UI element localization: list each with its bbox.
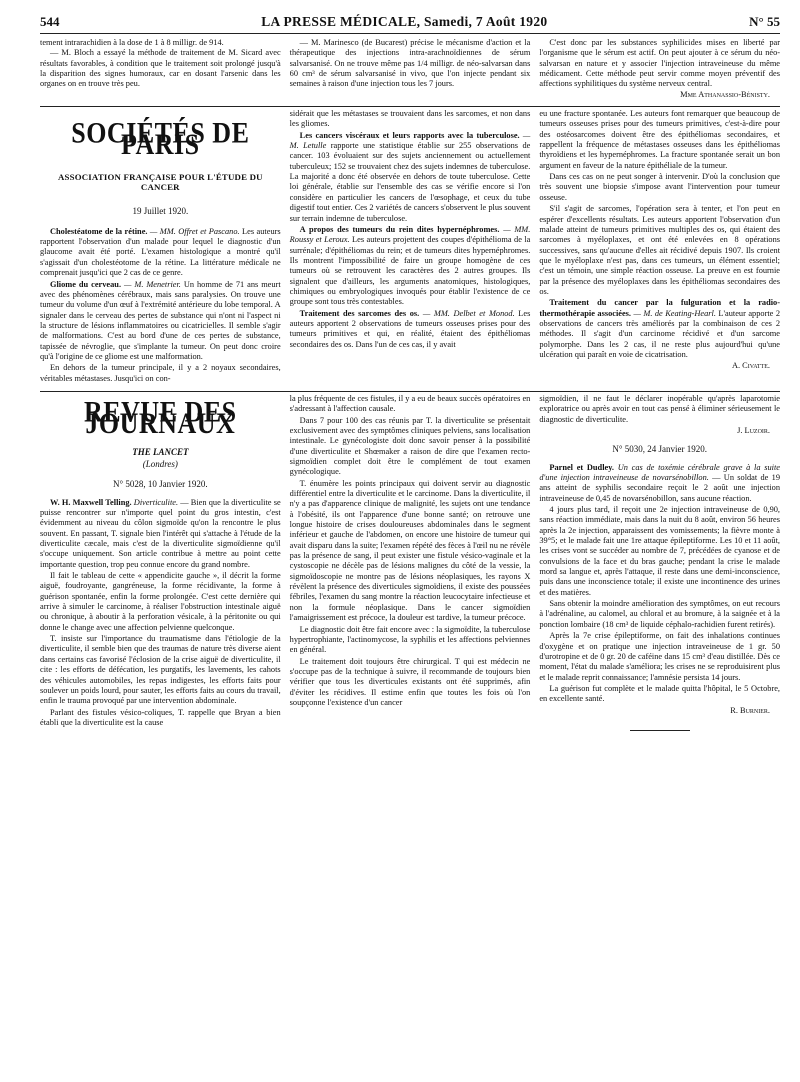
- article-text: Le diagnostic doit être fait encore avec : la sigmoïdite, la tuberculose hypertrophiante, l'actinomycose, la syphilis et les affections pelviennes en général.: [289, 624, 531, 655]
- article-text: Les auteurs projettent des coupes d'épithélioma de la surrénale; d'épithéliomas du rein; et de tumeurs dites hypernéphromes. Ils montrent l'impossibilité de faire un groupe homogène de ces tumeurs où se retrouvent les caractères des 2 autres groupes. Ils signalent que d'ailleurs, les arguments anatomiques, histologiques, chimiques ou embryologiques invoqués pour établir l'existence de ce groupe sont tous très contestables.: [289, 235, 531, 307]
- article-text: Il fait le tableau de cette « appendicite gauche », il décrit la forme aiguë, foudroyante, gangréneuse, la forme récidivante, la forme à guérison spontanée, enfin la forme prolongée. C'est cette dernière qui arrive à simuler le carcinome, à réaliser l'obstruction intestinale aiguë ou chronique, à aboutir à la perforation vésicale, à la péritonite ou qui donne le change avec une affection pelvienne quelconque.: [40, 571, 281, 632]
- article-authors: Un cas de toxémie cérébrale grave à la suite d'une injection intraveineuse de novarsénobillon.: [539, 462, 781, 482]
- article-paragraph: [290, 625, 531, 656]
- article-text: la plus fréquente de ces fistules, il y a eu de beaux succès opératoires en s'adressant à l'affection causale.: [289, 393, 531, 414]
- article-heading: Gliome du cerveau.: [50, 279, 122, 289]
- top-col-1: [40, 38, 281, 100]
- journal-source: THE LANCET: [132, 446, 189, 457]
- journal-title: LA PRESSE MÉDICALE, Samedi, 7 Août 1920: [261, 14, 548, 29]
- page-number: 544: [40, 14, 60, 29]
- article-authors: Diverticulite.: [131, 497, 179, 507]
- article-paragraph: [539, 172, 780, 203]
- revue-col-2: [290, 394, 531, 731]
- meeting-date: 19 Juillet 1920.: [132, 206, 189, 217]
- article-text: T. insiste sur l'importance du traumatisme dans l'étiologie de la diverticulite, il semble bien que des traumas de nature très diverse aient dans certains cas favorisé l'éclosion de la crise aiguë de diverticulite, il cite : les efforts de défécation, les purgatifs, les lavements, les cahots des véhicules automobiles, les repas indigestes, les efforts faits pour soulever un poids lourd, pour sauter, les efforts faits au cours du travail, enfin le trauma provoqué par une intervention abdominale.: [40, 634, 281, 706]
- societes-col-1: [40, 109, 281, 385]
- article-text: T. énumère les points principaux qui doivent servir au diagnostic différentiel entre la diverticulite et le carcinome. Dans la diverticulite, il n'y a pas d'apparence clinique de malignité, les sujets ont une tendance à l'obésité, ils ont l'apparence d'une bonne santé; on retrouve une longue histoire de crises douloureuses abdominales dans le segment inférieur et gauche de l'abdomen, on encore une histoire de tumeur qui avait disparu dans la suite; l'examen répété des fèces à l'œil nu ne révèle pas la présence de sang, il peut exister une fistule vésico-vaginale et la cystoscopie ne décèle pas de lésions malignes du côté de la vessie, la sigmoïdoscopie ne montre pas de lésions néoplasiques, les rayons X révèlent la présence des diverticules sigmoïdiens, il existe des poussées fébriles, l'examen du sang montre la réaction leucocytaire infectieuse et non la formule néoplasique. Dans le cancer sigmoïdien l'amaigrissement est précoce, la douleur est tardive, la tumeur précoce.: [289, 478, 531, 623]
- article-paragraph: [539, 505, 780, 598]
- article-text: eu une fracture spontanée. Les auteurs font remarquer que beaucoup de tumeurs osseuses prises pour des tumeurs primitives, c'est-à-dire pour des ostéosarcomes doivent être des épithéliomas secondaires, et rappellent la fréquence de métastases osseuses dans les épithéliomas thyroïdiens et les hypernéphromes. La fracture spontanée serait un bon argument en faveur de la nature épithéliale de la tumeur.: [539, 109, 781, 170]
- revue-col-1: [40, 394, 281, 731]
- article-text: 4 jours plus tard, il reçoit une 2e injection intraveineuse de 0,90, sans réaction immédiate, mais dans la nuit du 8 août, environ 56 heures après la 2e injection, apparaissent des vomissements; la fièvre monte à 39°5; et le malade fait une 1re attaque épileptiforme. Les 10 et 11 août, les crises vont se succéder au nombre de 7, précédées de cyanose et de convulsions de la face et du bras gauche; pendant la crise le malade mord sa langue et, après l'attaque, il reste dans une demi-inconscience, puis dans une inconscience totale; il existe une incontinence des urines et des matières.: [539, 505, 781, 597]
- article-text: — Un soldat de 19 ans atteint de syphilis secondaire reçoit le 2 août une injection intraveineuse de 0,45 de novarsénobillon, sans aucune réaction.: [539, 473, 781, 503]
- article-paragraph: [539, 204, 780, 297]
- societes-col-2: [290, 109, 531, 385]
- article-authors: — MM. Delbet et Monod.: [419, 308, 515, 318]
- article-text: Les auteurs rapportent l'observation d'un malade pour lequel le diagnostic d'un glaucome avait été porté. L'examen histologique a montré qu'il s'agissait d'un cholestéotome de la rétine. La littérature médicale ne comprenait jusqu'ici que 2 cas de ce genre.: [40, 226, 281, 278]
- article-heading: Les cancers viscéraux et leurs rapports avec la tuberculose.: [299, 130, 520, 140]
- article-text: Dans 7 pour 100 des cas réunis par T. la diverticulite se présentait exclusivement avec des symptômes cliniques pelviens, sans localisation intestinale. Le gynécologiste doit donc savoir penser à la possibilité d'une diverticulite et Shœmaker a raison de dire que l'examen recto-sigmoïdien complet doit être le complément de tout examen gynécologique.: [289, 415, 531, 477]
- article-paragraph: [539, 631, 780, 683]
- signature: R. Burnier.: [730, 705, 771, 715]
- article-text: Le traitement doit toujours être chirurgical. T qui est médecin ne s'occupe pas de la technique à suivre, il recommande de toujours bien vérifier que tous les diverticules existants ont été supprimés, afin d'éviter les récidives. Il estime enfin que toutes les fois où l'on soupçonne l'existence d'un cancer: [289, 656, 531, 707]
- article-paragraph: [539, 109, 780, 171]
- revue-col-3-part-b: [539, 463, 780, 705]
- article-paragraph: [40, 227, 281, 279]
- article-paragraph: [290, 479, 531, 624]
- article-paragraph: [290, 657, 531, 709]
- article-paragraph: [290, 225, 531, 308]
- page-header: [40, 14, 780, 34]
- article-text: sigmoïdien, il ne faut le déclarer inopérable qu'après laparotomie exploratrice ou après avoir en tout cas pensé à éliminer sérieusement le diagnostic de diverticulite.: [539, 393, 781, 424]
- article-heading: W. H. Maxwell Telling.: [50, 497, 132, 507]
- article-authors: — MM. Offret et Pascano.: [147, 226, 240, 236]
- article-text: S'il s'agit de sarcomes, l'opération sera à tenter, et l'on peut en espérer d'excellents résultats. Les auteurs apportent l'observation d'un malade atteint de tumeurs primitives multiples des os, qui étaient des sarcomes à myéloplaxes, et ont été enlevées en 8 opérations successives, sans qu'aucune d'elles ait récidivé depuis 1907. Ils croient que le myéloplaxe n'est pas, dans ces tumeurs, un élément essentiel; c'est un témoin, une simple réaction osseuse. La preuve en est fournie par la présence des myéloplaxes dans les épithéliomas secondaires des os.: [539, 204, 781, 296]
- article-paragraph: [539, 599, 780, 630]
- revue-section: [40, 394, 780, 731]
- revue-col-3-part-a: [539, 394, 780, 425]
- article-paragraph: [40, 708, 281, 729]
- article-text: — Bien que la diverticulite se puisse rencontrer sur n'importe quel point du gros intestin, c'est évidemment au niveau du côlon sigmoïde qu'on la rencontre le plus souvent. En passant, T. signale bien l'intérêt qui s'attache à l'étude de la diverticulite cæcale, mais c'est de la diverticulite sigmoïdienne qu'il s'occupe uniquement. Son article contribue à mettre au point cette importante question, trop peu connue encore du grand nombre.: [40, 497, 281, 569]
- article-paragraph: [40, 634, 281, 706]
- societes-col-3: [539, 109, 780, 385]
- article-text: L'auteur apporte 2 observations de cancers très améliorés par la combinaison de ces 2 méthodes. Il s'agit d'un carcinome récidivé et d'un sarcome polymorphe. Dans les 2 cas, il ne reste plus aujourd'hui qu'une ulcération qui paraît en voie de cicatrisation.: [539, 308, 781, 359]
- article-text: Parlant des fistules vésico-coliques, T. rappelle que Bryan a bien établi que la diverticulite est la cause: [40, 707, 281, 727]
- article-paragraph: [40, 498, 281, 570]
- top-col-2: [290, 38, 531, 100]
- article-paragraph: [539, 684, 780, 705]
- issue-number: N° 55: [749, 14, 780, 29]
- section-subtitle: ASSOCIATION FRANÇAISE POUR L'ÉTUDE DU CANCER: [57, 171, 263, 193]
- article-text: Après la 7e crise épileptiforme, on fait des inhalations continues d'oxygène et on pratique une injection intraveineuse de 1 gr. 50 d'urotropine et de 0 gr. 20 de caféine dans 15 cm³ d'eau distillée. Dès ce moment, l'état du malade s'améliora; les crises ne se reproduisirent plus et le malade reprit connaissance; l'amnésie persista 14 jours.: [539, 631, 781, 682]
- article-heading: Parnel et Dudley.: [549, 462, 615, 472]
- article-paragraph: [290, 416, 531, 478]
- article-paragraph: [539, 463, 780, 504]
- article-text: En dehors de la tumeur principale, il y a 2 noyaux secondaires, véritables métastases. Jusqu'ici on con-: [40, 363, 281, 383]
- article-authors: — M. de Keating-Hearl.: [631, 308, 716, 318]
- article-text: Dans ces cas on ne peut songer à intervenir. D'où la conclusion que très souvent une biopsie s'impose avant l'intervention pour tumeur osseuse.: [539, 172, 781, 202]
- article-paragraph: [290, 131, 531, 224]
- article-text: rapporte une statistique établie sur 255 observations de cancer. 103 évoluaient sur des sujets anciennement ou actuellement tuberculeux; 152 se trouvaient chez des sujets indemnes de tuberculose. La majorité a donc été observée en dehors de toute tuberculose. Cette loi générale, établie sur l'ensemble des cas se vérifie encore si l'on considère en particulier les cancers de l'œsophage, et ceux du tube digestif tout entier. Ces 2 variétés de cancers s'observent le plus souvent sur terrain indemne de tuberculose.: [289, 141, 531, 223]
- paragraph: — M. Bloch a essayé la méthode de traitement de M. Sicard avec résultats favorables, à condition que le traitement soit prolongé jusqu'à la disparition des signes humoraux, car en dosant l'arsenic dans les organes on en trouve très peu.: [40, 48, 281, 89]
- article-text: Un homme de 71 ans meurt avec des phénomènes cérébraux, mais sans paralysies. On trouve une tumeur du volume d'un œuf à l'extrémité antérieure du lobe temporal. A signaler dans le cerveau des pertes de substance qui n'ont ni l'aspect ni la structure de lésions inflammatoires ou cicatricielles. Il semble s'agir de malformations. C'est au bord d'une de ces pertes de substance, tapissée de névroglie, que s'implante la tumeur. On peut donc croire qu'à l'origine de ce gliome est une malformation.: [40, 279, 281, 361]
- article-paragraph: [539, 298, 780, 360]
- signature: A. Civatte.: [731, 361, 771, 371]
- article-heading: Traitement du cancer par la fulguration et la radio-thermothérapie associées.: [539, 298, 781, 318]
- signature: J. Luzoir.: [737, 425, 771, 435]
- section-divider: [40, 106, 780, 107]
- article-text: Les auteurs apportent 2 observations de tumeurs osseuses prises pour des tumeurs primitives et qui, en réalité, étaient des épithéliomas secondaires des os. Dans l'un de ces cas, il y avait: [289, 308, 531, 349]
- revue-col-3: [539, 394, 780, 731]
- article-paragraph: [40, 363, 281, 384]
- top-col-3: [539, 38, 780, 100]
- paragraph: — M. Marinesco (de Bucarest) précise le mécanisme d'action et la thérapeutique des injections intra-arachnoïdiennes de sérum salvarsanisé. On ne trouve même pas 1/4 milligr. de néo-salvarsan dans 60 cm³ de sérum salvarsanisé in vivo, que l'on injecte pendant six semaines à raison d'une injection tous les 7 jours.: [289, 38, 531, 89]
- journal-page: [40, 14, 780, 731]
- paragraph: tement intrarachidien à la dose de 1 à 8 milligr. de 914.: [40, 38, 224, 47]
- article-text: La guérison fut complète et le malade quitta l'hôpital, le 5 Octobre, en excellente santé.: [539, 683, 781, 704]
- article-heading: Traitement des sarcomes des os.: [299, 308, 420, 318]
- article-paragraph: [539, 394, 780, 425]
- article-authors: — M. Letulle: [289, 130, 531, 151]
- article-heading: Cholestéatome de la rétine.: [50, 226, 148, 236]
- article-paragraph: [290, 109, 531, 130]
- signature: Mme Athanassio-Bénisty.: [680, 89, 771, 99]
- article-paragraph: [40, 571, 281, 633]
- section-title: REVUE DES JOURNAUX: [84, 394, 237, 441]
- section-title: SOCIÉTÉS DE PARIS: [71, 116, 250, 162]
- article-authors: — MM. Roussy et Leroux.: [289, 224, 531, 245]
- article-text: sidérait que les métastases se trouvaient dans les sarcomes, et non dans les gliomes.: [289, 109, 531, 129]
- article-authors: — M. Menetrier.: [121, 279, 181, 289]
- issue-ref: N° 5030, 24 Janvier 1920.: [612, 444, 707, 455]
- article-paragraph: [290, 394, 531, 415]
- article-paragraph: [40, 280, 281, 363]
- issue-ref: N° 5028, 10 Janvier 1920.: [113, 479, 208, 490]
- journal-city: (Londres): [142, 458, 178, 469]
- end-rule: [630, 730, 690, 731]
- continuation-section: [40, 38, 780, 100]
- article-paragraph: [290, 309, 531, 350]
- section-divider: [40, 391, 780, 392]
- societes-section: [40, 109, 780, 385]
- paragraph: C'est donc par les substances syphilicides mises en liberté par l'organisme que le sérum est actif. On peut ajouter à ce sérum du néo-salvarsan en nature et y associer l'injection intraveineuse du même médicament. Cette méthode peut servir comme moyen préventif des affections syphilitiques du système nerveux central.: [539, 38, 781, 89]
- article-text: Sans obtenir la moindre amélioration des symptômes, on eut recours à l'adrénaline, au calomel, au chloral et au bromure, à la saignée et à la ponction lombaire (18 cm³ de liquide céphalo-rachidien furent retirés).: [539, 599, 781, 629]
- article-heading: A propos des tumeurs du rein dites hypernéphromes.: [299, 224, 500, 234]
